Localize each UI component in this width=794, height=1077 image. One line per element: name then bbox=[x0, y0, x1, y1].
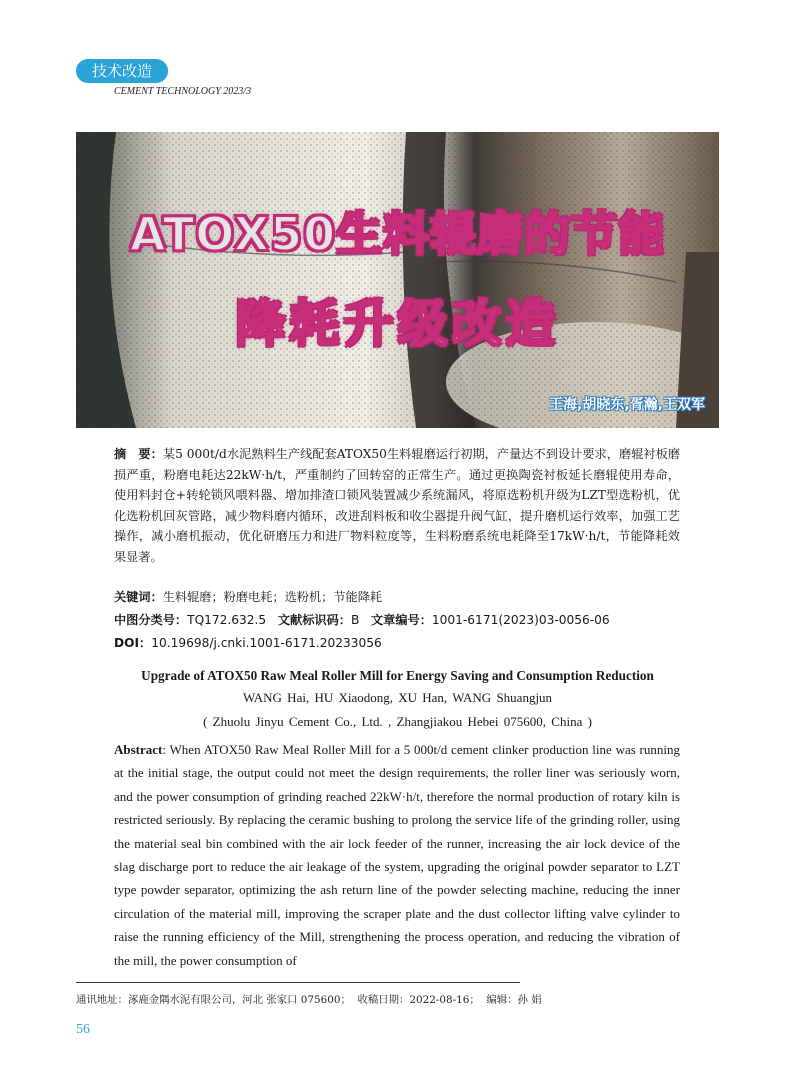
article-title-en: Upgrade of ATOX50 Raw Meal Roller Mill for Energy Saving and Consumption Reduction bbox=[141, 668, 654, 683]
doi-value[interactable]: 10.19698/j.cnki.1001-6171.20233056 bbox=[151, 636, 382, 650]
keywords-label: 关键词： bbox=[114, 590, 163, 604]
doc-code-label: 文献标识码： bbox=[277, 613, 351, 627]
doi-line bbox=[114, 634, 382, 651]
received-value: 2022-08-16； bbox=[409, 994, 480, 1006]
article-title-line2: 降耗升级改造 bbox=[235, 295, 560, 353]
abstract-cn-label: 摘 要： bbox=[114, 447, 163, 461]
abstract-cn-text: 某5 000t/d水泥熟料生产线配套ATOX50生料辊磨运行初期，产量达不到设计要求，磨辊衬板磨损严重，粉磨电耗达22kW·h/t，严重制约了回转窑的正常生产。通过更换陶瓷衬板延长磨辊使用寿命，使用料封仓+转轮锁风喂料器、增加排渣口锁风装置减少系统漏风，将原选粉机升级为LZT型选粉机，优化选粉机回灰管路，减少物料磨内循环，改进刮料板和收尘器提升阀气缸，提升磨机运行效率，加强工艺操作，减小磨机振动，优化研磨压力和进厂物料粒度等，生料粉磨系统电耗降至17kW·h/t，节能降耗效果显著。 bbox=[114, 447, 681, 564]
article-title-line1: ATOX50生料辊磨的节能 bbox=[129, 207, 666, 261]
doi-label: DOI： bbox=[114, 636, 152, 650]
roller-photo bbox=[76, 132, 719, 428]
received-label: 收稿日期： bbox=[357, 994, 410, 1006]
footnote bbox=[76, 991, 542, 1006]
address-label: 通讯地址： bbox=[76, 994, 128, 1006]
classification-line bbox=[114, 611, 610, 628]
clc-label: 中图分类号： bbox=[114, 613, 188, 627]
abstract-en bbox=[114, 738, 680, 972]
abstract-en-text: : When ATOX50 Raw Meal Roller Mill for a 5 000t/d cement clinker production line was running at the initial stage, the output could not meet the design requirements, the roller liner was seriously worn, and the power consumption of grinding reached 22kW·h/t, therefore the normal production of rotary kiln is restricted seriously. By replacing the ceramic bushing to prolong the service life of the grinding roller, using the material seal bin combined with the air lock feeder of the runner, increasing the air lock device of the slag discharge port to reduce the air leakage of the system, upgrading the original powder separator to LZT type powder separator, optimizing the ash return line of the powder selecting machine, reducing the inner circulation of the material mill, improving the scraper plate and the dust collector lifting valve cylinder to raise the running efficiency of the Mill, strengthening the process operation, and reducing the vibration of the mill, the power consumption of bbox=[114, 742, 680, 968]
clc-value: TQ172.632.5 bbox=[187, 613, 267, 627]
authors-en: WANG Hai, HU Xiaodong, XU Han, WANG Shuangjun bbox=[242, 690, 553, 705]
editor-label: 编辑： bbox=[486, 994, 518, 1006]
keywords bbox=[114, 588, 382, 605]
page-number: 56 bbox=[76, 1022, 90, 1037]
affiliation-en: ( Zhuolu Jinyu Cement Co., Ltd. , Zhangjiakou Hebei 075600, China ) bbox=[203, 714, 592, 729]
editor-value: 孙 娟 bbox=[517, 994, 542, 1006]
keywords-text: 生料辊磨；粉磨电耗；选粉机；节能降耗 bbox=[162, 590, 383, 604]
journal-header: CEMENT TECHNOLOGY 2023/3 bbox=[114, 86, 252, 97]
section-tag: 技术改造 bbox=[76, 59, 168, 83]
footnote-rule bbox=[76, 982, 520, 983]
article-number-value: 1001-6171(2023)03-0056-06 bbox=[431, 613, 610, 627]
doc-code-value: B bbox=[350, 613, 360, 627]
address-value: 涿鹿金隅水泥有限公司，河北 张家口 075600； bbox=[127, 994, 351, 1006]
article-number-label: 文章编号： bbox=[370, 613, 432, 627]
abstract-cn bbox=[114, 444, 680, 568]
abstract-en-label: Abstract bbox=[114, 742, 163, 757]
hero-image bbox=[76, 132, 719, 428]
authors-cn: 王海,胡晓东,胥瀚,王双军 bbox=[549, 397, 705, 413]
